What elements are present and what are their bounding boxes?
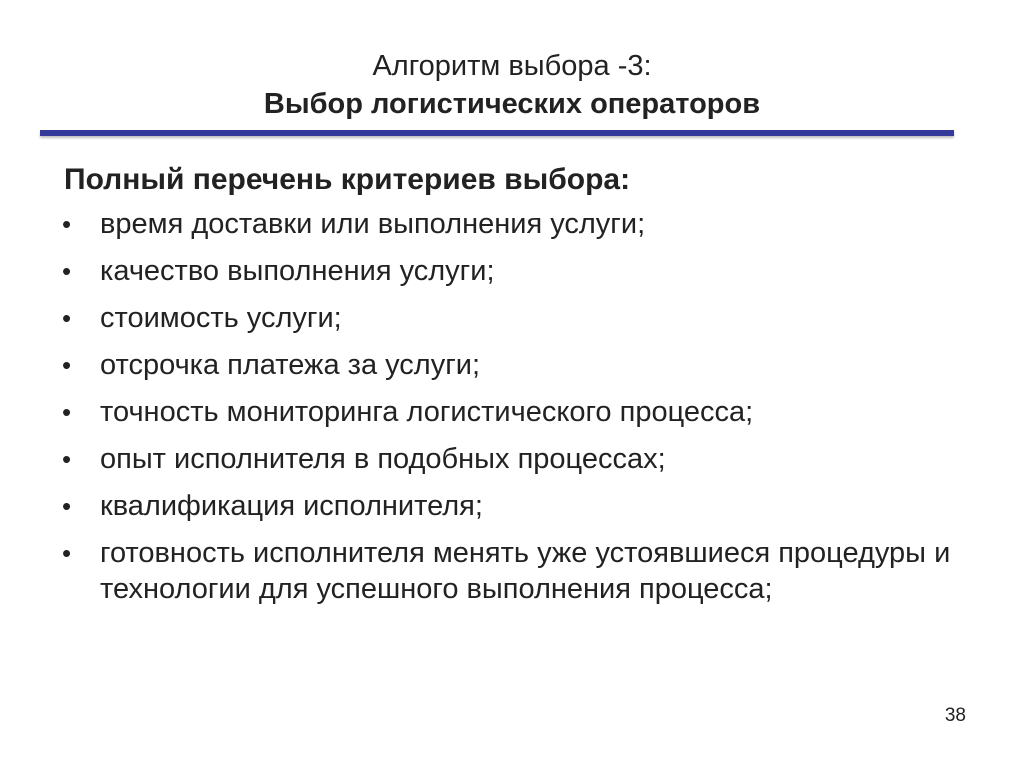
list-item-text: стоимость услуги; bbox=[100, 302, 342, 334]
list-item-text: время доставки или выполнения услуги; bbox=[100, 208, 646, 240]
bullet-icon: • bbox=[62, 444, 72, 474]
list-item-text: отсрочка платежа за услуги; bbox=[100, 349, 481, 381]
list-item bbox=[62, 253, 962, 289]
bullet-icon: • bbox=[62, 538, 72, 568]
title-divider bbox=[40, 130, 954, 136]
list-item bbox=[62, 347, 962, 383]
bullet-icon: • bbox=[62, 491, 72, 521]
bullet-icon: • bbox=[62, 256, 72, 286]
list-item bbox=[62, 300, 962, 336]
bullet-icon: • bbox=[62, 303, 72, 333]
list-item-text: опыт исполнителя в подобных процессах; bbox=[100, 443, 666, 475]
list-item-text: готовность исполнителя менять уже устоявшиеся процедуры и технологии для успешного выполнения процесса; bbox=[100, 537, 951, 605]
list-item bbox=[62, 535, 962, 607]
criteria-heading: Полный перечень критериев выбора: bbox=[64, 163, 631, 196]
bullet-icon: • bbox=[62, 350, 72, 380]
slide-subtitle: Выбор логистических операторов bbox=[263, 88, 761, 120]
list-item bbox=[62, 488, 962, 524]
list-item bbox=[62, 441, 962, 477]
list-item-text: точность мониторинга логистического процесса; bbox=[100, 396, 754, 428]
list-item-text: качество выполнения услуги; bbox=[100, 255, 495, 287]
slide-title: Алгоритм выбора -3: bbox=[372, 50, 652, 82]
list-item-text: квалификация исполнителя; bbox=[100, 490, 483, 522]
bullet-icon: • bbox=[62, 209, 72, 239]
list-item bbox=[62, 394, 962, 430]
list-item bbox=[62, 206, 962, 242]
criteria-list bbox=[62, 206, 962, 618]
page-number: 38 bbox=[944, 705, 966, 726]
bullet-icon: • bbox=[62, 397, 72, 427]
